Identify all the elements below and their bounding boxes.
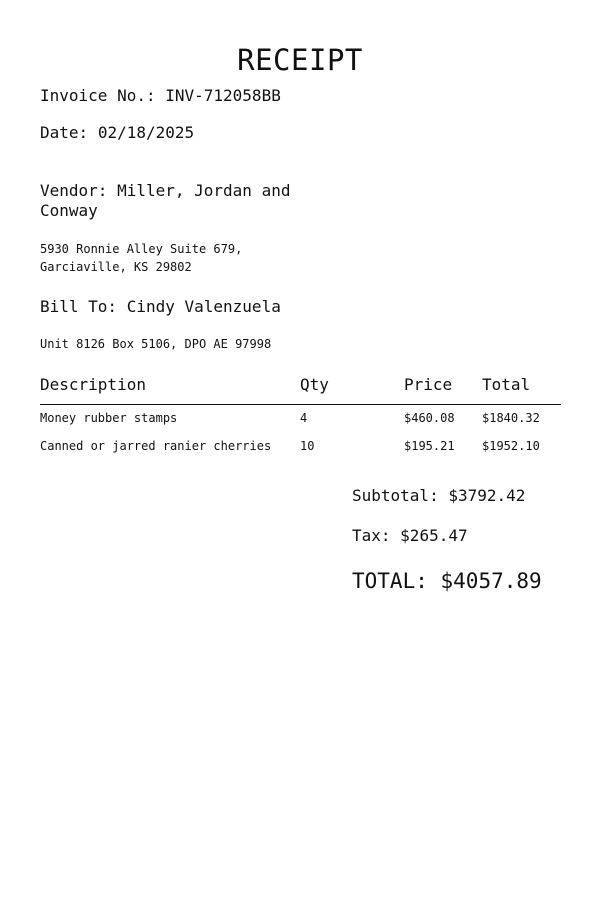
bill-to-value: Cindy Valenzuela [126,297,281,316]
header-total: Total [482,375,531,394]
row-description: Canned or jarred ranier cherries [40,439,272,453]
bill-to-address: Unit 8126 Box 5106, DPO AE 97998 [40,337,272,351]
row-qty: 4 [300,411,308,425]
row-qty: 10 [300,439,315,453]
subtotal [352,486,525,506]
date-value: 02/18/2025 [97,123,195,142]
total-value: $4057.89 [440,569,542,593]
date-label: Date: [40,123,89,142]
row-total: $1952.10 [482,439,540,453]
invoice-label: Invoice No.: [40,86,156,105]
vendor-label: Vendor: [40,181,108,200]
grand-total [352,570,552,592]
invoice-date [40,123,194,143]
bill-to-name [40,297,281,317]
total-label: TOTAL: [352,569,428,593]
tax-value: $265.47 [400,526,468,545]
tax [352,526,468,546]
table-row [40,405,561,433]
line-items-table [40,374,561,461]
header-description: Description [40,375,146,394]
vendor-name [40,181,320,221]
table-row [40,433,561,461]
row-description: Money rubber stamps [40,411,178,425]
bill-to-label: Bill To: [40,297,118,316]
table-header [40,374,561,405]
invoice-number [40,86,281,106]
vendor-value: Miller, Jordan and Conway [40,181,291,220]
header-price: Price [404,375,453,394]
subtotal-label: Subtotal: [352,486,439,505]
invoice-value: INV-712058BB [165,86,281,105]
vendor-address: 5930 Ronnie Alley Suite 679, Garciaville, KS 29802 [40,242,243,274]
row-total: $1840.32 [482,411,540,425]
tax-label: Tax: [352,526,391,545]
receipt-title: RECEIPT [237,43,363,77]
subtotal-value: $3792.42 [448,486,526,505]
row-price: $195.21 [404,439,455,453]
header-qty: Qty [300,375,329,394]
row-price: $460.08 [404,411,455,425]
